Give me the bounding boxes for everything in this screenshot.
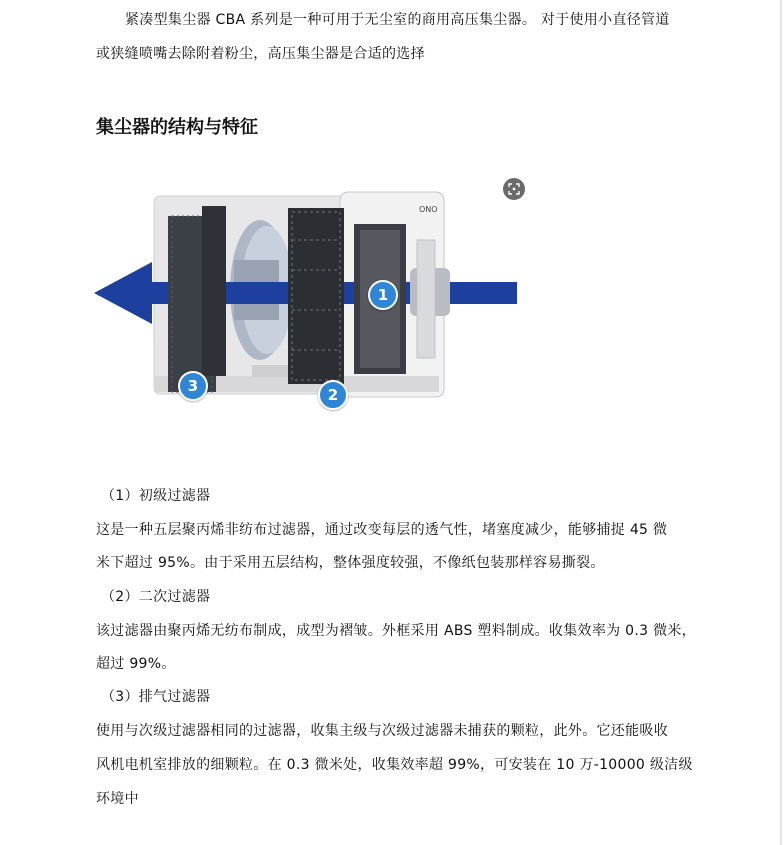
page-edge (780, 0, 782, 845)
intro-paragraph-line-2: 或狭缝喷嘴去除附着粉尘，高压集尘器是合适的选择 (96, 46, 425, 62)
figure-badge-2: 2 (318, 380, 348, 410)
item-3-line-2: 风机电机室排放的细颗粒。在 0.3 微米处，收集效率超 99%，可安装在 10 万-10000 级洁级 (96, 757, 693, 773)
device-label: ONO (419, 205, 438, 214)
item-1-heading: （1）初级过滤器 (101, 488, 211, 504)
figure-badge-3: 3 (178, 371, 208, 401)
item-2-heading: （2）二次过滤器 (101, 589, 211, 605)
figure-badge-1: 1 (368, 280, 398, 310)
expand-icon (503, 178, 525, 200)
intro-paragraph-line-1: 紧凑型集尘器 CBA 系列是一种可用于无尘室的商用高压集尘器。 对于使用小直径管道 (125, 12, 670, 28)
section-heading: 集尘器的结构与特征 (96, 117, 258, 138)
item-1-line-1: 这是一种五层聚丙烯非纺布过滤器，通过改变每层的透气性，堵塞度减少，能够捕捉 45 微 (96, 522, 668, 538)
item-3-heading: （3）排气过滤器 (101, 689, 211, 705)
item-3-line-3: 环境中 (96, 791, 139, 807)
item-2-line-1: 该过滤器由聚丙烯无纺布制成，成型为褶皱。外框采用 ABS 塑料制成。收集效率为 0.3 微米， (96, 623, 696, 639)
item-3-line-1: 使用与次级过滤器相同的过滤器，收集主级与次级过滤器未捕获的颗粒，此外。它还能吸收 (96, 723, 668, 739)
expand-image-button[interactable] (503, 178, 525, 200)
item-2-line-2: 超过 99%。 (96, 656, 176, 672)
item-1-line-2: 米下超过 95%。由于采用五层结构，整体强度较强，不像纸包装那样容易撕裂。 (96, 555, 605, 571)
dust-collector-diagram (92, 180, 532, 410)
